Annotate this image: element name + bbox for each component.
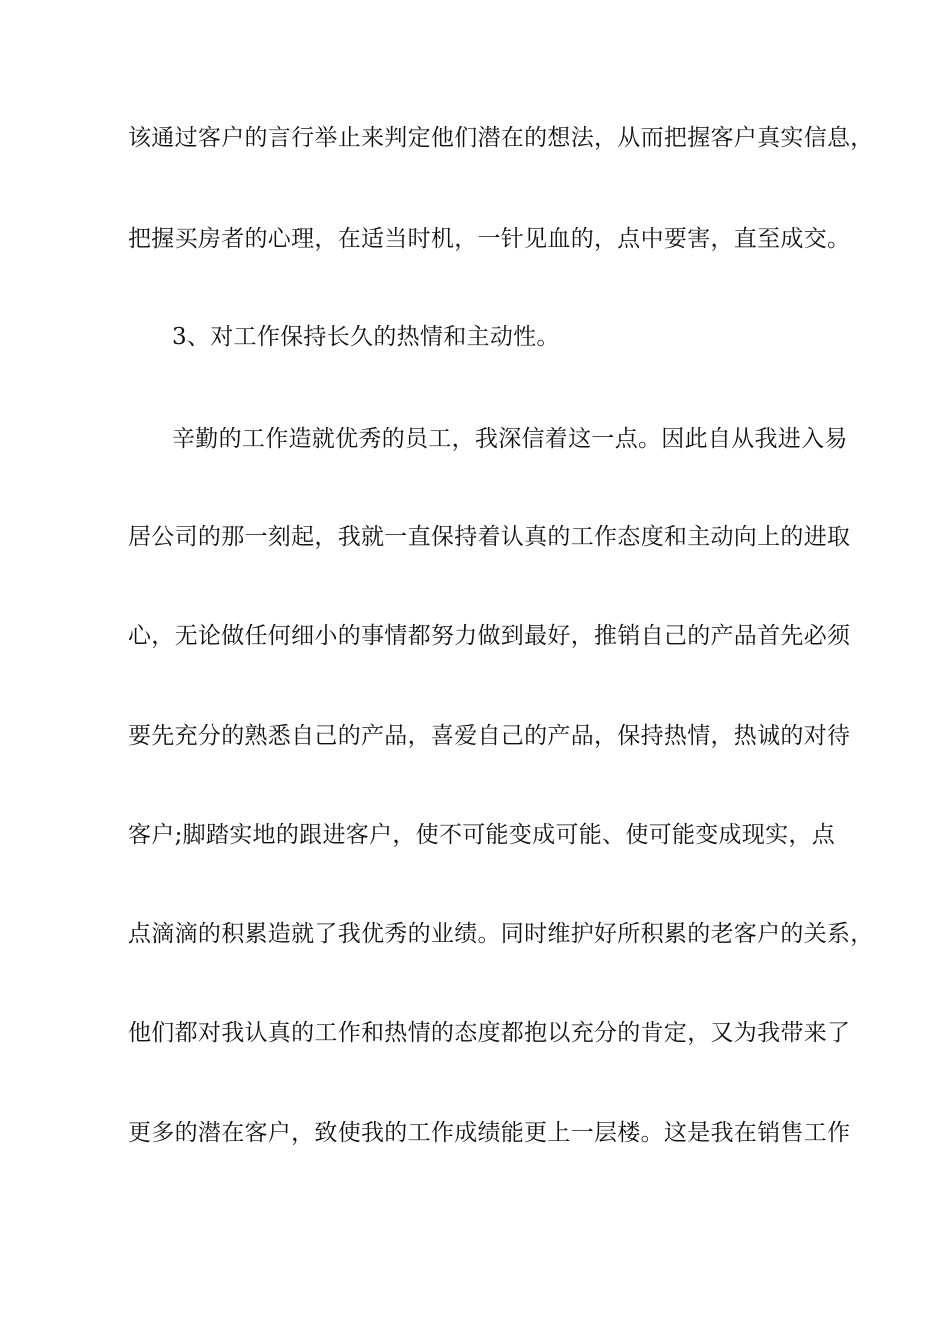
paragraph-line: 更多的潜在客户，致使我的工作成绩能更上一层楼。这是我在销售工作 — [128, 1120, 851, 1146]
paragraph-line: 居公司的那一刻起，我就一直保持着认真的工作态度和主动向上的进取 — [128, 524, 851, 550]
paragraph-line: 他们都对我认真的工作和热情的态度都抱以充分的肯定，又为我带来了 — [128, 1020, 851, 1046]
paragraph-line: 把握买房者的心理，在适当时机，一针见血的，点中要害，直至成交。 — [128, 226, 851, 252]
paragraph-line: 该通过客户的言行举止来判定他们潜在的想法，从而把握客户真实信息， — [128, 125, 874, 151]
section-heading: 3、对工作保持长久的热情和主动性。 — [172, 324, 560, 350]
paragraph-line: 辛勤的工作造就优秀的员工，我深信着这一点。因此自从我进入易 — [172, 426, 848, 452]
paragraph-line: 客户;脚踏实地的跟进客户，使不可能变成可能、使可能变成现实，点 — [128, 822, 836, 848]
paragraph-line: 要先充分的熟悉自己的产品，喜爱自己的产品，保持热情，热诚的对待 — [128, 723, 851, 749]
paragraph-line: 点滴滴的积累造就了我优秀的业绩。同时维护好所积累的老客户的关系， — [128, 921, 874, 947]
paragraph-line: 心，无论做任何细小的事情都努力做到最好，推销自己的产品首先必须 — [128, 623, 851, 649]
